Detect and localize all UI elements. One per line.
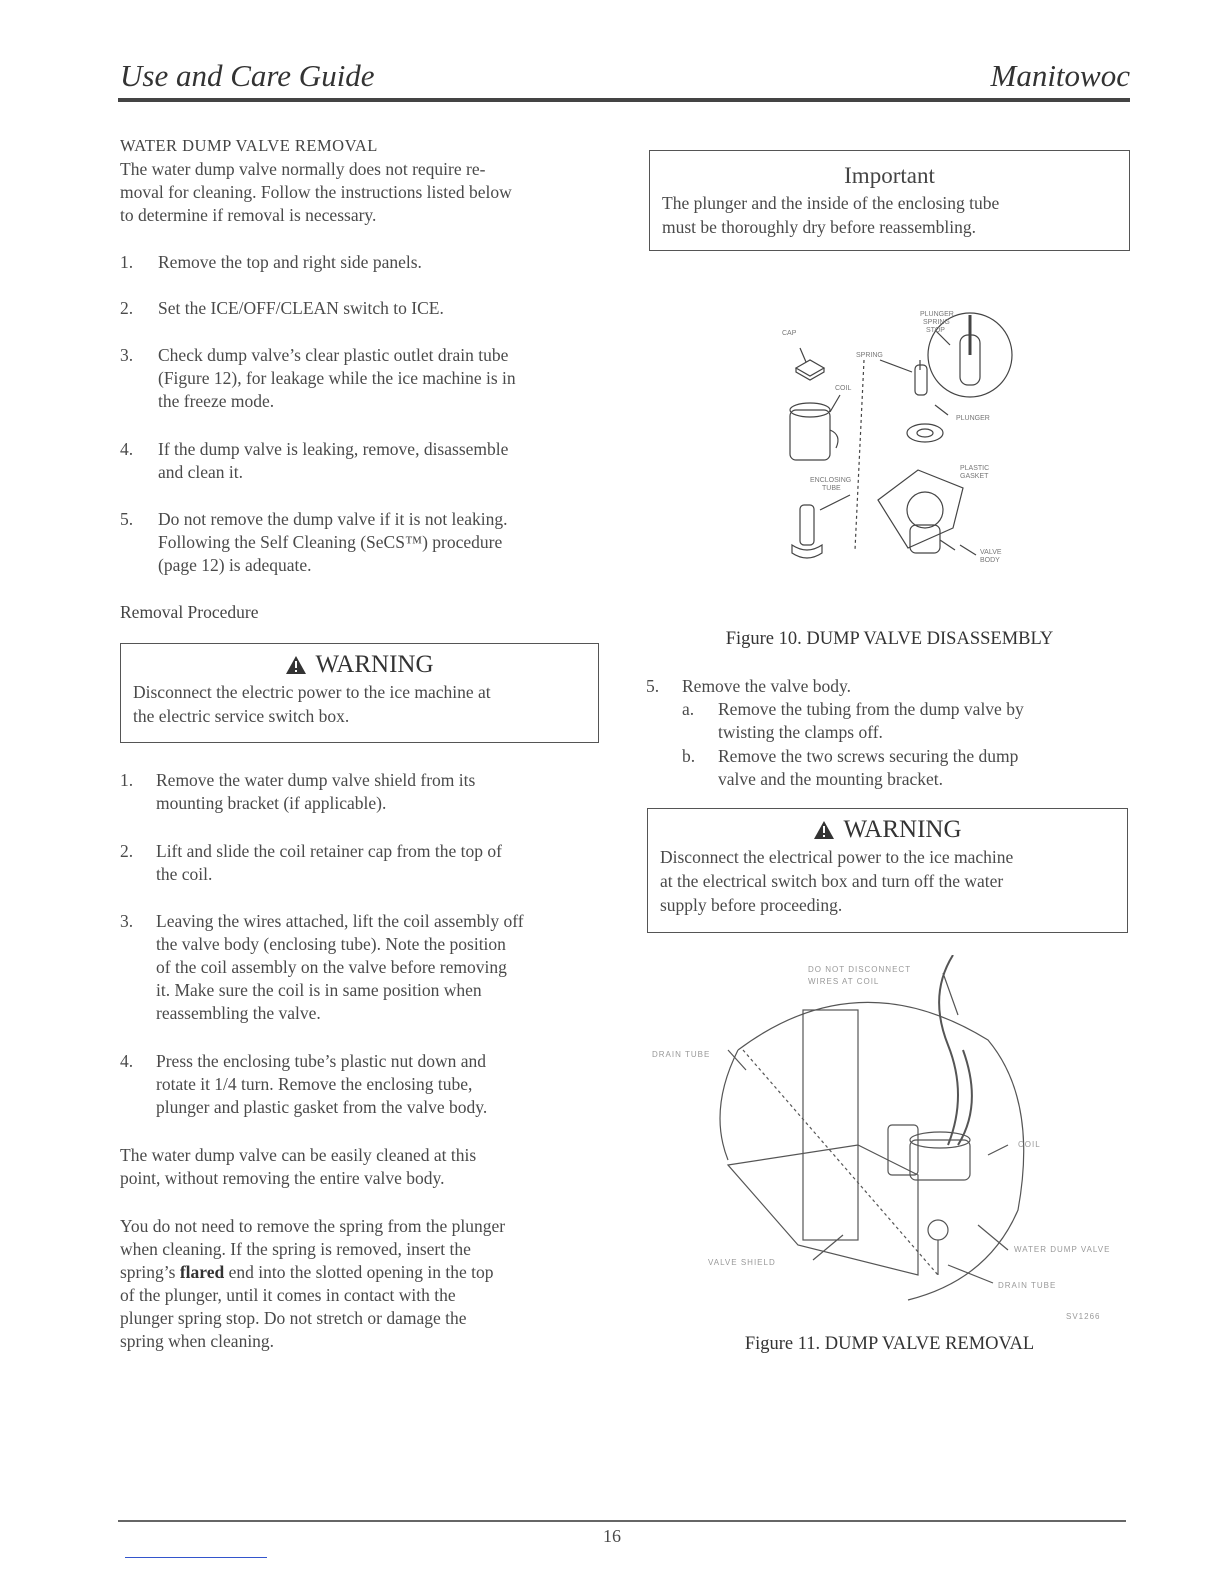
coil-wires — [939, 955, 958, 1145]
label-plunger: PLUNGER — [956, 415, 990, 422]
step-number: 3. — [120, 345, 134, 365]
link-underline — [125, 1557, 267, 1558]
valve-body-part — [878, 470, 963, 548]
step-text: Lift and slide the coil retainer cap from the top of — [156, 841, 502, 861]
substep-text: Remove the tubing from the dump valve by — [718, 699, 1024, 719]
label-plastic-gasket: GASKET — [960, 473, 989, 480]
step-number: 2. — [120, 298, 134, 318]
label-coil: COIL — [1018, 1140, 1041, 1149]
step-text: of the coil assembly on the valve before removing — [156, 957, 507, 977]
important-line: The plunger and the inside of the enclosing tube — [662, 193, 1000, 213]
substep-letter: a. — [682, 699, 695, 719]
paragraph-line: spring when cleaning. — [120, 1331, 275, 1351]
label-plunger-spring-stop: PLUNGER — [920, 311, 954, 318]
label-plastic-gasket: PLASTIC — [960, 465, 990, 472]
cap-part — [796, 360, 824, 376]
intro-line: moval for cleaning. Follow the instructions listed below — [120, 182, 512, 202]
step-text: (page 12) is adequate. — [158, 555, 312, 575]
label-do-not-disconnect: DO NOT DISCONNECT — [808, 965, 912, 974]
step-text: the freeze mode. — [158, 391, 275, 411]
substep-text: valve and the mounting bracket. — [718, 769, 943, 789]
warning-box-power — [120, 643, 599, 743]
warning-box-water — [647, 808, 1128, 933]
step-number: 5. — [646, 676, 660, 696]
important-line: must be thoroughly dry before reassembling. — [662, 217, 976, 237]
warning-heading — [648, 815, 1127, 845]
warning-line: the electric service switch box. — [133, 706, 350, 726]
substep-text: twisting the clamps off. — [718, 722, 883, 742]
emphasis-flared: flared — [179, 1262, 225, 1282]
intro-line: to determine if removal is necessary. — [120, 205, 377, 225]
warning-triangle-icon — [813, 820, 835, 840]
step-text: it. Make sure the coil is in same position when — [156, 980, 482, 1000]
step-text: Leaving the wires attached, lift the coil assembly off — [156, 911, 524, 931]
label-spring: SPRING — [856, 352, 883, 359]
text-run: end into the slotted opening in the top — [224, 1262, 494, 1282]
step-text: the coil. — [156, 864, 213, 884]
step-text: Remove the top and right side panels. — [158, 252, 422, 272]
important-text — [650, 191, 1129, 239]
label-drain-tube: DRAIN TUBE — [652, 1050, 711, 1059]
step-text: Set the ICE/OFF/CLEAN switch to ICE. — [158, 298, 444, 318]
step-number: 5. — [120, 509, 134, 529]
step-text: plunger and plastic gasket from the valve body. — [156, 1097, 488, 1117]
step-number: 4. — [120, 1051, 134, 1071]
important-title: Important — [844, 163, 935, 188]
dump-valve-disassembly-figure — [760, 300, 1040, 590]
paragraph-line — [120, 1261, 494, 1284]
mounting-panel — [803, 1010, 858, 1240]
step-text: Remove the water dump valve shield from its — [156, 770, 476, 790]
plunger-part — [915, 365, 927, 395]
substep-text: Remove the two screws securing the dump — [718, 746, 1019, 766]
step-text: reassembling the valve. — [156, 1003, 321, 1023]
step-text: Following the Self Cleaning (SeCS™) procedure — [158, 532, 503, 552]
figure-11-caption: Figure 11. DUMP VALVE REMOVAL — [744, 1334, 1035, 1354]
paragraph-line: when cleaning. If the spring is removed, insert the — [120, 1239, 471, 1259]
warning-line: Disconnect the electrical power to the ice machine — [660, 847, 1014, 867]
figure-code: SV1266 — [1066, 1312, 1101, 1321]
step-number: 2. — [120, 841, 134, 861]
dump-valve-removal-figure — [648, 955, 1130, 1325]
warning-line: supply before proceeding. — [660, 895, 843, 915]
label-drain-tube: DRAIN TUBE — [998, 1281, 1057, 1290]
step-text: mounting bracket (if applicable). — [156, 793, 387, 813]
step-number: 3. — [120, 911, 134, 931]
intro-line: The water dump valve normally does not require re- — [120, 159, 486, 179]
step-text: Press the enclosing tube’s plastic nut down and — [156, 1051, 487, 1071]
brand-name: Manitowoc — [990, 58, 1130, 93]
removal-procedure-title: Removal Procedure — [120, 602, 259, 622]
label-enclosing-tube: TUBE — [822, 485, 841, 492]
valve-shield — [728, 1145, 918, 1275]
warning-line: Disconnect the electric power to the ice machine at — [133, 682, 491, 702]
footer-rule — [118, 1520, 1126, 1522]
substep-letter: b. — [682, 746, 696, 766]
step-text: rotate it 1/4 turn. Remove the enclosing tube, — [156, 1074, 473, 1094]
step-text: and clean it. — [158, 462, 244, 482]
warning-heading — [121, 650, 598, 680]
text-run: spring’s — [120, 1262, 180, 1282]
paragraph-line: plunger spring stop. Do not stretch or damage the — [120, 1308, 467, 1328]
step-text: Do not remove the dump valve if it is not leaking. — [158, 509, 508, 529]
paragraph-line: You do not need to remove the spring from the plunger — [120, 1216, 506, 1236]
label-valve-shield: VALVE SHIELD — [708, 1258, 776, 1267]
gasket-part — [907, 424, 943, 442]
label-coil: COIL — [835, 385, 852, 392]
warning-title: WARNING — [315, 651, 434, 678]
figure-10-caption: Figure 10. DUMP VALVE DISASSEMBLY — [725, 629, 1054, 649]
detail-outline — [738, 1002, 1024, 1300]
page-number: 16 — [603, 1526, 621, 1546]
label-valve-body: VALVE — [980, 549, 1002, 556]
step-text: If the dump valve is leaking, remove, disassemble — [158, 439, 509, 459]
label-do-not-disconnect: WIRES AT COIL — [808, 977, 880, 986]
step-text: (Figure 12), for leakage while the ice machine is in — [158, 368, 516, 388]
warning-text — [121, 680, 598, 728]
warning-title: WARNING — [843, 816, 962, 843]
warning-triangle-icon — [285, 655, 307, 675]
paragraph-line: point, without removing the entire valve body. — [120, 1168, 445, 1188]
step-text: Check dump valve’s clear plastic outlet drain tube — [158, 345, 509, 365]
label-valve-body: BODY — [980, 557, 1000, 564]
paragraph-line: of the plunger, until it comes in contact with the — [120, 1285, 456, 1305]
paragraph-line: The water dump valve can be easily cleaned at this — [120, 1145, 477, 1165]
warning-line: at the electrical switch box and turn off the water — [660, 871, 1004, 891]
label-plunger-spring-stop: STOP — [926, 327, 945, 334]
label-enclosing-tube: ENCLOSING — [810, 477, 852, 484]
label-plunger-spring-stop: SPRING — [923, 319, 950, 326]
warning-text — [648, 845, 1127, 917]
enclosing-tube-part — [800, 505, 814, 545]
guide-title: Use and Care Guide — [120, 58, 375, 93]
header-rule — [118, 98, 1130, 102]
label-cap: CAP — [782, 330, 797, 337]
step-number: 4. — [120, 439, 134, 459]
important-box — [649, 150, 1130, 251]
step-number: 1. — [120, 770, 134, 790]
drain-outlet — [928, 1220, 948, 1240]
step-text: Remove the valve body. — [682, 676, 851, 696]
step-number: 1. — [120, 252, 134, 272]
section-title: WATER DUMP VALVE REMOVAL — [120, 136, 378, 155]
label-water-dump-valve: WATER DUMP VALVE — [1014, 1245, 1111, 1254]
step-text: the valve body (enclosing tube). Note the position — [156, 934, 506, 954]
